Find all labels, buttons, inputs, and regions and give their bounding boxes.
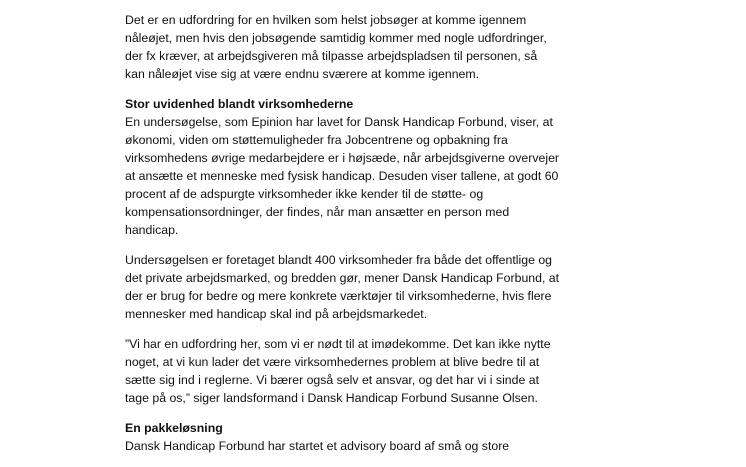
text-line: handicap. (125, 223, 179, 237)
text-line: ”Vi har en udfordring her, som vi er nødt til at imødekomme. Det kan ikke nytte (125, 337, 551, 351)
text-line: Det er en udfordring for en hvilken som helst jobsøger at komme igennem (125, 13, 527, 27)
text-line: at ansætte et menneske med fysisk handicap. Desuden viser tallene, at godt 60 (125, 169, 559, 183)
quote-paragraph (125, 335, 595, 407)
text-line: procent af de adspurgte virksomheder ikke kender til de støtte- og (125, 187, 484, 201)
text-line: kompensationsordninger, der findes, når man ansætter en person med (125, 205, 510, 219)
text-line: noget, at vi kun lader det være virksomhedernes problem at blive bedre til at (125, 355, 540, 369)
section-package-solution (125, 419, 595, 455)
text-line: det private arbejdsmarked, og bredden gør, mener Dansk Handicap Forbund, at (125, 271, 560, 285)
survey-paragraph (125, 251, 595, 323)
section-heading: Stor uvidenhed blandt virksomhederne (125, 97, 354, 111)
section-heading: En pakkeløsning (125, 421, 223, 435)
intro-paragraph (125, 11, 595, 83)
text-line: kan nåleøjet vise sig at være endnu sværere at komme igennem. (125, 67, 480, 81)
text-line: der er brug for bedre og mere konkrete værktøjer til virksomhederne, hvis flere (125, 289, 552, 303)
text-line: økonomi, viden om støttemuligheder fra Jobcentrene og opbakning fra (125, 133, 508, 147)
text-line: Undersøgelsen er foretaget blandt 400 virksomheder fra både det offentlige og (125, 253, 553, 267)
text-line: virksomhedens øvrige medarbejdere er i højsæde, når arbejdsgiverne overvejer (125, 151, 560, 165)
text-line: mennesker med handicap skal ind på arbejdsmarkedet. (125, 307, 428, 321)
text-line: der fx kræver, at arbejdsgiveren må tilpasse arbejdspladsen til personen, så (125, 49, 538, 63)
text-line: nåleøjet, men hvis den jobsøgende samtidig kommer med nogle udfordringer, (125, 31, 547, 45)
text-line: Dansk Handicap Forbund har startet et advisory board af små og store (125, 439, 510, 453)
section-survey (125, 95, 595, 239)
document-page (125, 11, 595, 467)
text-line: sætte sig ind i reglerne. Vi bærer også selv et ansvar, og det har vi i sinde at (125, 373, 539, 387)
text-line: tage på os,” siger landsformand i Dansk Handicap Forbund Susanne Olsen. (125, 391, 538, 405)
text-line: En undersøgelse, som Epinion har lavet for Dansk Handicap Forbund, viser, at (125, 115, 553, 129)
